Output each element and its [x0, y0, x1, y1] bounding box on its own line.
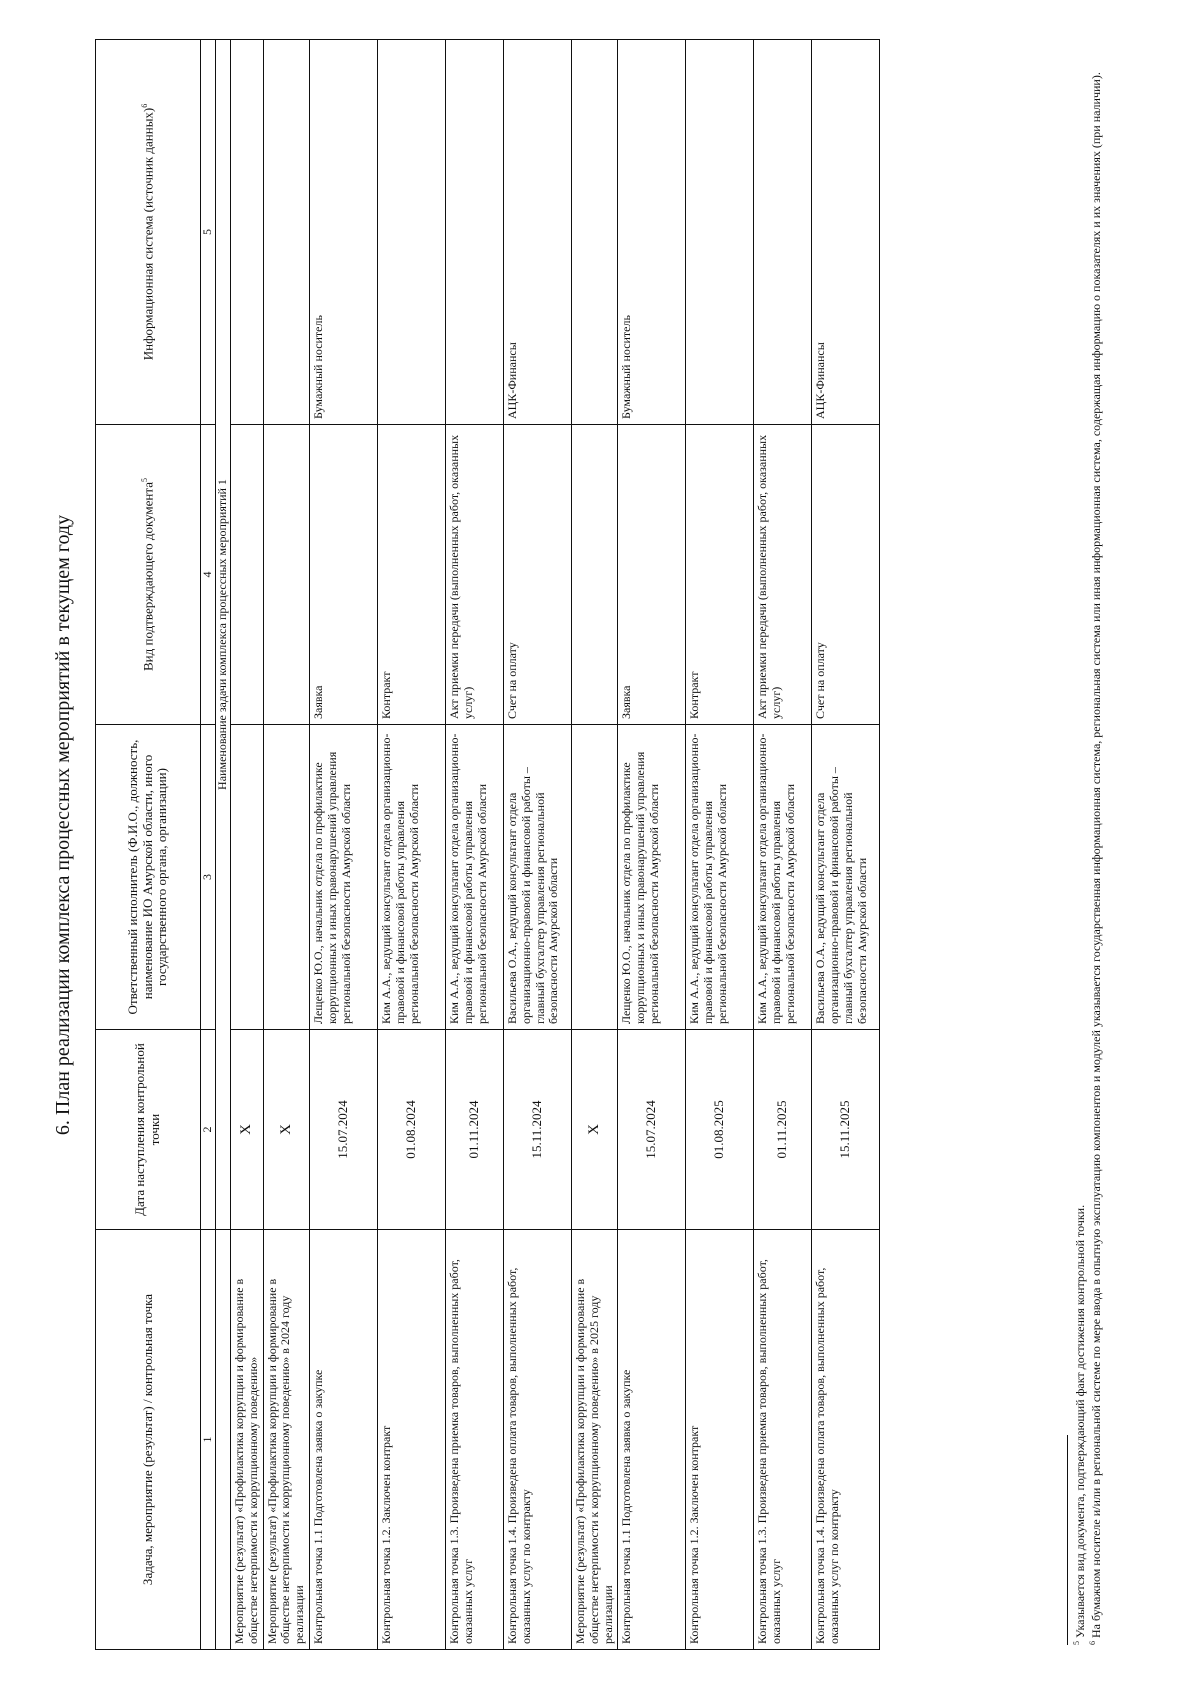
info-system-cell: Бумажный носитель [618, 40, 686, 425]
footnote-5: $^5$ Указывается вид документа, подтверждающий факт достижения контрольной точки. [1072, 1204, 1087, 1645]
table-row [231, 40, 264, 1650]
responsible-cell [263, 725, 309, 1030]
date-cell: 15.11.2025 [812, 1030, 880, 1230]
header-info-system: Информационная система (источник данных)$^6$ [96, 40, 201, 425]
task-cell: Контрольная точка 1.1 Подготовлена заявка о закупке [309, 1230, 377, 1650]
task-cell: Мероприятие (результат) «Профилактика коррупции и формирование в обществе нетерпимости к коррупционному поведению» [231, 1230, 264, 1650]
header-date: Дата наступления контрольной точки [96, 1030, 201, 1230]
info-system-cell: АЦК-Финансы [812, 40, 880, 425]
info-system-cell [263, 40, 309, 425]
date-cell: 01.11.2025 [754, 1030, 812, 1230]
document-cell: Счет на оплату [812, 425, 880, 725]
responsible-cell: Васильева О.А., ведущий консультант отдела организационно-правовой и финансовой работы – главный бухгалтер управления региональной безопасности Амурской области [503, 725, 571, 1030]
info-system-cell [686, 40, 754, 425]
section-title: Наименование задачи комплекса процессных мероприятий 1 [216, 40, 231, 1230]
task-cell: Контрольная точка 1.3. Произведена приемка товаров, выполненных работ, оказанных услуг [445, 1230, 503, 1650]
header-task: Задача, мероприятие (результат) / контрольная точка [96, 1230, 201, 1650]
info-system-cell [377, 40, 445, 425]
info-system-cell: Бумажный носитель [309, 40, 377, 425]
date-cell: 15.07.2024 [309, 1030, 377, 1230]
responsible-cell [231, 725, 264, 1030]
column-number-row [201, 40, 216, 1650]
responsible-cell: Лещенко Ю.О., начальник отдела по профилактике коррупционных и иных правонарушений управления региональной безопасности Амурской области [618, 725, 686, 1030]
footnote-6: $^6$ На бумажном носителе и/или в региональной системе по мере ввода в опытную эксплуатацию компонентов и модулей указывается государственная информационная система, региональная система или иная информационная система, содержащая информацию о показателях и их значениях (при наличии). [1088, 72, 1103, 1645]
date-cell: 15.11.2024 [503, 1030, 571, 1230]
responsible-cell [571, 725, 617, 1030]
info-system-cell [571, 40, 617, 425]
document-cell: Контракт [686, 425, 754, 725]
table-row [618, 40, 686, 1650]
table-row [309, 40, 377, 1650]
header-document: Вид подтверждающего документа$^5$ [96, 425, 201, 725]
responsible-cell: Ким А.А., ведущий консультант отдела организационно-правовой и финансовой работы управления региональной безопасности Амурской области [754, 725, 812, 1030]
document-cell: Заявка [618, 425, 686, 725]
responsible-cell: Васильева О.А., ведущий консультант отдела организационно-правовой и финансовой работы – главный бухгалтер управления региональной безопасности Амурской области [812, 725, 880, 1030]
section-row [216, 40, 231, 1650]
responsible-cell: Ким А.А., ведущий консультант отдела организационно-правовой и финансовой работы управления региональной безопасности Амурской области [686, 725, 754, 1030]
document-cell: Акт приемки передачи (выполненных работ, оказанных услуг) [445, 425, 503, 725]
document-cell [263, 425, 309, 725]
responsible-cell: Ким А.А., ведущий консультант отдела организационно-правовой и финансовой работы управления региональной безопасности Амурской области [377, 725, 445, 1030]
info-system-cell [754, 40, 812, 425]
table-row [445, 40, 503, 1650]
task-cell: Контрольная точка 1.2. Заключен контракт [377, 1230, 445, 1650]
table-row [812, 40, 880, 1650]
date-cell: Х [571, 1030, 617, 1230]
info-system-cell [445, 40, 503, 425]
task-cell: Контрольная точка 1.1 Подготовлена заявка о закупке [618, 1230, 686, 1650]
table-row [754, 40, 812, 1650]
footnote-divider [1067, 1435, 1068, 1645]
header-row [96, 40, 201, 1650]
document-cell: Акт приемки передачи (выполненных работ, оказанных услуг) [754, 425, 812, 725]
task-cell: Контрольная точка 1.4. Произведена оплата товаров, выполненных работ, оказанных услуг по контракту [812, 1230, 880, 1650]
table-row [263, 40, 309, 1650]
task-cell: Контрольная точка 1.3. Произведена приемка товаров, выполненных работ, оказанных услуг [754, 1230, 812, 1650]
table-row [686, 40, 754, 1650]
plan-table [95, 39, 880, 1650]
document-cell: Заявка [309, 425, 377, 725]
date-cell: 01.11.2024 [445, 1030, 503, 1230]
table-row [377, 40, 445, 1650]
column-number: 2 [201, 1030, 216, 1230]
table-row [503, 40, 571, 1650]
info-system-cell: АЦК-Финансы [503, 40, 571, 425]
responsible-cell: Лещенко Ю.О., начальник отдела по профилактике коррупционных и иных правонарушений управления региональной безопасности Амурской области [309, 725, 377, 1030]
task-cell: Контрольная точка 1.2. Заключен контракт [686, 1230, 754, 1650]
column-number: 5 [201, 40, 216, 425]
date-cell: 01.08.2025 [686, 1030, 754, 1230]
task-cell: Мероприятие (результат) «Профилактика коррупции и формирование в обществе нетерпимости к коррупционному поведению» в 2024 году реализации [263, 1230, 309, 1650]
responsible-cell: Ким А.А., ведущий консультант отдела организационно-правовой и финансовой работы управления региональной безопасности Амурской области [445, 725, 503, 1030]
date-cell: Х [231, 1030, 264, 1230]
column-number: 4 [201, 425, 216, 725]
page-title: 6. План реализации комплекса процессных мероприятий в текущем году [52, 514, 74, 1136]
task-cell: Мероприятие (результат) «Профилактика коррупции и формирование в обществе нетерпимости к коррупционному поведению» в 2025 году реализации [571, 1230, 617, 1650]
document-cell [571, 425, 617, 725]
document-cell: Контракт [377, 425, 445, 725]
date-cell: 15.07.2024 [618, 1030, 686, 1230]
document-cell: Счет на оплату [503, 425, 571, 725]
table-row [571, 40, 617, 1650]
date-cell: 01.08.2024 [377, 1030, 445, 1230]
column-number: 1 [201, 1230, 216, 1650]
document-cell [231, 425, 264, 725]
date-cell: Х [263, 1030, 309, 1230]
task-cell: Контрольная точка 1.4. Произведена оплата товаров, выполненных работ, оказанных услуг по контракту [503, 1230, 571, 1650]
column-number: 3 [201, 725, 216, 1030]
header-responsible: Ответственный исполнитель (Ф.И.О., должность, наименование ИО Амурской области, иного государственного органа, организации) [96, 725, 201, 1030]
info-system-cell [231, 40, 264, 425]
